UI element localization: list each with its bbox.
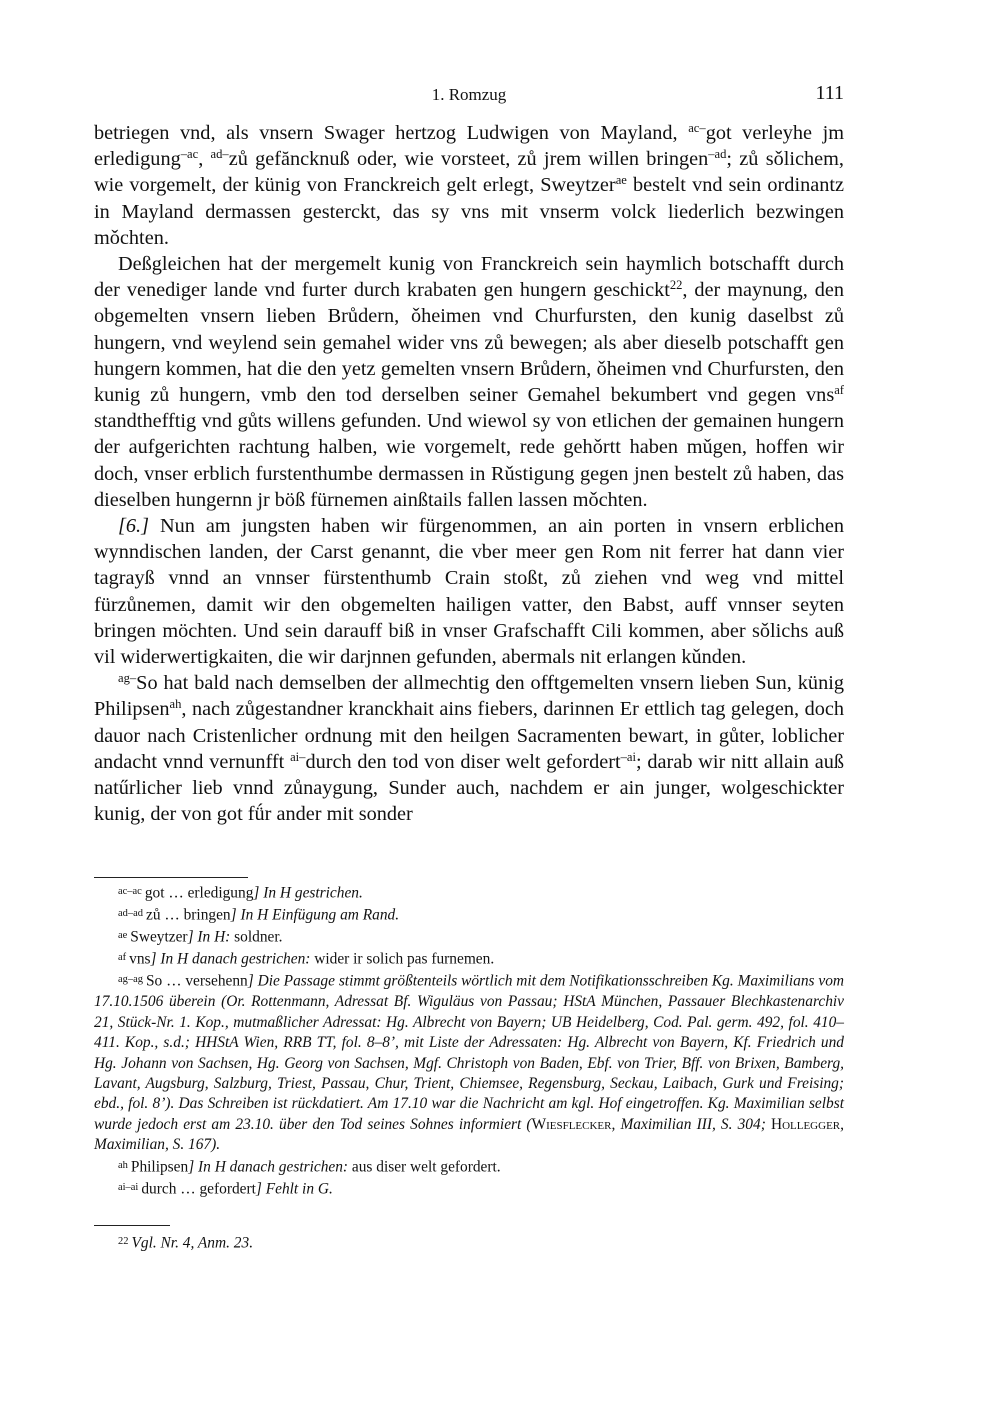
apparatus-note xyxy=(94,1178,844,1200)
note-label: af xyxy=(118,952,127,964)
note-comment: ] In H gestrichen. xyxy=(253,884,363,902)
variant-marker: ah xyxy=(169,697,182,712)
note-label: ah xyxy=(118,1159,128,1171)
variant-marker: –ac xyxy=(180,147,199,162)
variant-marker: –ad xyxy=(708,147,727,162)
note-label: ae xyxy=(118,930,128,942)
variant-marker: –ai xyxy=(620,749,636,764)
variant-marker: af xyxy=(834,383,844,398)
paragraph-3: [6.] Nun am jungsten haben wir fürgenommen, an ain porten in vnsern erblichen wynndischen landen, der Carst genannt, die vber meer gen Rom nit ferrer hat dann vier tagrayß vnnd an vnnser fürstenthumb Crain stoßt, zů ziehen vnd weg vnd mittel fürzůnemen, damit wir den obgemelten hailigen vatter, den Babst, auff vnnser seyten bringen möchten. Und sein darauff biß in vnser Grafschafft Cili kommen, aber sǒlichs auß vil widerwertigkaiten, die wir darjnnen gefunden, abermals nit erlangen kǔnden. xyxy=(94,515,844,669)
paragraph-4: $^{ag-}$So hat bald nach demselben der allmechtig den offtgemelten vnsern lieben Sun, künig Philipsen$^{ah}$, nach zůgestandner kranckhait ains fiebers, darinnen Er ettlich tag gelegen, doch dauor nach Cristenlicher ordnung mit den heilgen Sacramenten bewart, in gůter, loblicher andacht vnnd vernunfft $^{ai-}$durch den tod von diser welt gefordert$^{-ai}$; darab wir nitt allain auß natűrlicher lieb vnnd zůnaygung, Sunder auch, nachdem er ain junger, wolgeschickter kunig, der von got fǘr ander mit sonder xyxy=(94,671,845,826)
footnote-22 xyxy=(94,1232,844,1254)
apparatus-divider xyxy=(94,877,248,878)
note-lemma: durch … gefordert xyxy=(141,1180,256,1198)
variant-marker: ai– xyxy=(290,749,306,764)
variant-marker: ad– xyxy=(210,147,229,162)
page-header xyxy=(94,82,844,108)
note-comment: ] In H danach gestrichen: xyxy=(150,950,311,968)
note-label: ai–ai xyxy=(118,1181,139,1193)
note-lemma: Philipsen xyxy=(130,1158,189,1176)
note-reading: soldner. xyxy=(230,928,283,946)
note-comment: ] Fehlt in G. xyxy=(255,1180,333,1198)
footnote-text: Vgl. Nr. 4, Anm. 23. xyxy=(131,1234,254,1252)
apparatus-note xyxy=(94,1156,844,1178)
note-comment: , Maximilian, S. 167). xyxy=(94,1115,844,1154)
note-author: Wiesflecker xyxy=(531,1115,612,1133)
note-reading: wider ir solich pas furnemen. xyxy=(310,950,495,968)
section-number: [6.] xyxy=(118,515,149,538)
footnote-divider xyxy=(94,1225,170,1226)
note-lemma: Sweytzer xyxy=(130,928,188,946)
paragraph-1: betriegen vnd, als vnsern Swager hertzog Ludwigen von Mayland, $^{ac-}$got verleyhe jm erledigung$^{-ac}$, $^{ad-}$zů gefăncknuß oder, wie vorsteet, zů jrem willen bringen$^{-ad}$; zů sǒlichem, wie vorgemelt, der künig von Franckreich gelt erlegt, Sweytzer$^{ae}$ bestelt vnd sein ordinantz in Mayland dermassen gesterckt, das sy vns mit vnserm volck liederlich bezwingen mǒchten. xyxy=(94,121,844,249)
apparatus-note xyxy=(94,970,844,1155)
apparatus-note xyxy=(94,882,844,904)
apparatus-note xyxy=(94,926,844,948)
main-text xyxy=(94,120,844,827)
note-label: ac–ac xyxy=(118,886,142,897)
note-reading: aus diser welt gefordert. xyxy=(348,1158,501,1176)
note-lemma: got … erledigung xyxy=(144,884,254,902)
note-comment: ] In H: xyxy=(187,928,231,946)
critical-apparatus xyxy=(94,882,844,1200)
note-label: ag–ag xyxy=(118,974,143,986)
note-comment: , Maximilian III, S. 304; xyxy=(611,1115,771,1133)
note-author: Hollegger xyxy=(770,1115,841,1133)
footnotes xyxy=(94,1232,844,1254)
apparatus-note xyxy=(94,904,844,926)
page-number: 111 xyxy=(815,82,844,104)
running-title: 1. Romzug xyxy=(431,85,507,104)
variant-marker: ac– xyxy=(688,121,706,136)
apparatus-note xyxy=(94,948,844,970)
paragraph-2: Deßgleichen hat der mergemelt kunig von Franckreich sein haymlich botschafft durch der venediger lande vnd furter durch krabaten gen hungern geschickt$^{22}$, der maynung, den obgemelten vnsern lieben Brůdern, ǒheimen vnd Churfursten, den kunig daselbst zů hungern, vnd weylend sein gemahel wider vns zů bewegen; als aber dieselb potschafft gen hungern kommen, hat die den yetz gemelten vnsern Brůdern, ǒheimen vnd Churfursten, den kunig zů hungern, vmb den tod derselben seiner Gemahel bekumbert vnd gegen vns$^{af}$ standthefftig vnd gůts willens gefunden. Und wiewol sy von etlichen der gemainen hungern der aufgerichten rachtung halben, wie vorgemelt, rede gehǒrtt haben mǔgen, hoffen wir doch, vnser erblich furstenthumbe dermassen in Rǔstigung gegen jnen bestelt zů haben, das dieselben hungernn jr böß fürnemen ainßtails fallen lassen mǒchten. xyxy=(94,253,844,511)
note-label: ad–ad xyxy=(118,908,143,920)
footnote-label: 22 xyxy=(118,1236,129,1247)
variant-marker: ae xyxy=(615,173,627,188)
variant-marker: ag– xyxy=(118,671,137,686)
note-comment: ] In H danach gestrichen: xyxy=(188,1158,349,1176)
note-comment: ] In H Einfügung am Rand. xyxy=(230,906,400,924)
note-comment: ] Die Passage stimmt größtenteils wörtlich mit dem Notifikationsschreiben Kg. Maximilians vom 17.10.1506 überein (Or. Rottenmann, Adressat Bf. Wiguläus von Passau; HStA München, Passauer Blechkastenarchiv 21, Stück-Nr. 1. Kop., mutmaßlicher Adressat: Hg. Albrecht von Bayern; UB Heidelberg, Cod. Pal. germ. 492, fol. 410–411. Kop., s.d.; HHStA Wien, RRB TT, fol. 8–8’, mit Liste der Adressaten: Hg. Albrecht von Bayern, Kf. Friedrich und Hg. Johann von Sachsen, Hg. Georg von Sachsen, Mgf. Christoph von Baden, Ebf. von Trier, Bff. von Brixen, Bamberg, Lavant, Augsburg, Salzburg, Triest, Passau, Chur, Trient, Chiemsee, Regensburg, Seckau, Laibach, Gurk und Freising; ebd., fol. 8’). Das Schreiben ist rückdatiert. Am 17.10 war die Nachricht am kgl. Hof eingetroffen. Kg. Maximilian selbst wurde jedoch erst am 23.10. über den Tod seines Sohnes informiert ( xyxy=(94,972,845,1133)
note-lemma: So … versehenn xyxy=(146,972,248,990)
footnote-reference[interactable]: 22 xyxy=(669,278,683,293)
note-lemma: zů … bringen xyxy=(146,906,231,924)
note-lemma: vns xyxy=(129,950,151,968)
